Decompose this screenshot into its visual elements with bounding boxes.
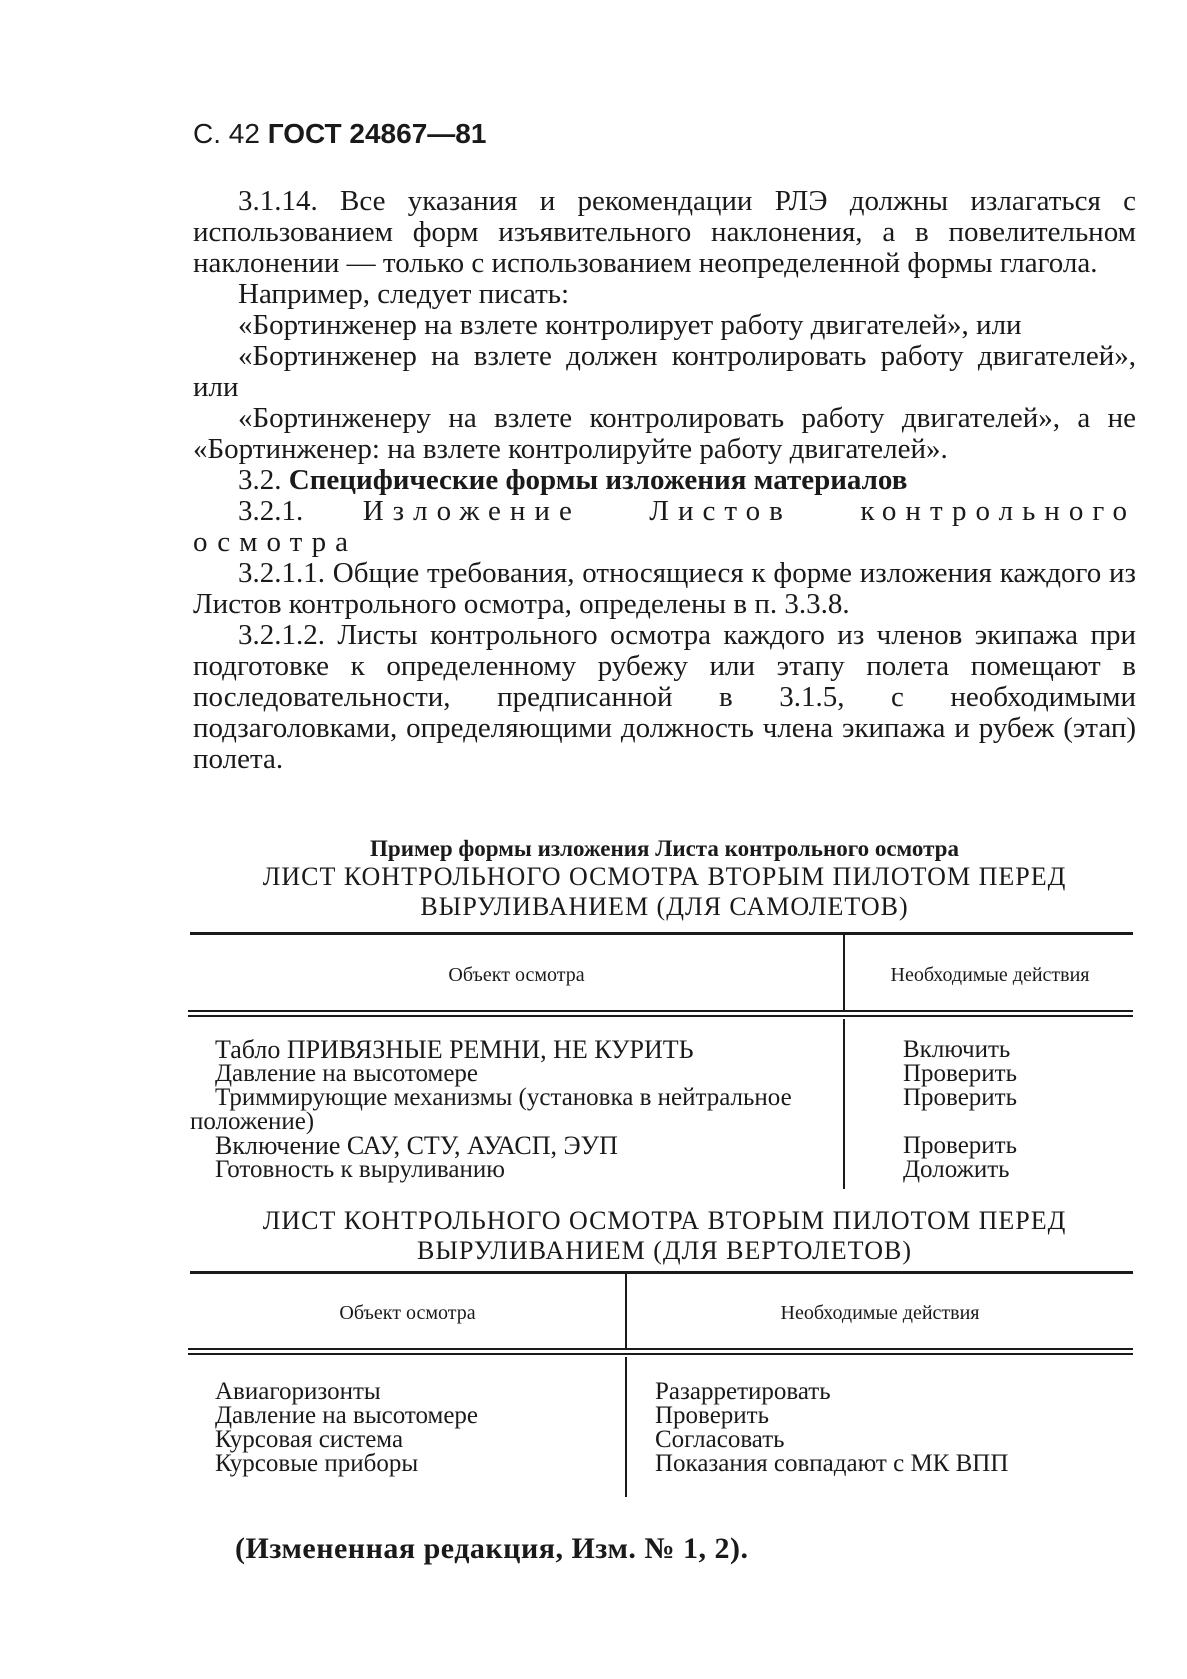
table2-row1-object: Авиагоризонты xyxy=(215,1378,381,1405)
table2-row3-action: Согласовать xyxy=(655,1426,785,1453)
table2-col-object: Объект осмотра xyxy=(339,1302,476,1324)
table1-row5-object: Готовность к выруливанию xyxy=(215,1156,505,1183)
heading-3-2-1-title: Изложение Листов контрольного осмотра xyxy=(193,495,1136,558)
example-caption: Пример формы изложения Листа контрольного осмотра xyxy=(370,836,959,861)
paragraph-example-intro: Например, следует писать: xyxy=(238,278,570,310)
table2-title-line1: ЛИСТ КОНТРОЛЬНОГО ОСМОТРА ВТОРЫМ ПИЛОТОМ ПЕРЕД xyxy=(262,1206,1067,1235)
table1-title xyxy=(193,862,1136,922)
table1-row4-action: Проверить xyxy=(903,1132,1018,1159)
heading-3-2-1 xyxy=(193,496,1136,558)
standard-code: ГОСТ 24867—81 xyxy=(267,118,487,149)
table1-col-object: Объект осмотра xyxy=(448,964,585,986)
paragraph-example-2: «Бортинженер на взлете должен контролировать работу двигателей», или xyxy=(193,340,1136,403)
table1-row4-object: Включение САУ, СТУ, АУАСП, ЭУП xyxy=(215,1131,618,1160)
table2-row1-action: Разарретировать xyxy=(655,1378,831,1405)
heading-3-2-title: Специфические формы изложения материалов xyxy=(288,464,908,496)
table2-row3-object: Курсовая система xyxy=(215,1426,404,1453)
paragraph-example-3: «Бортинженеру на взлете контролировать работу двигателей», а не «Бортинженер: на взлете контролируйте работу двигателей». xyxy=(193,402,1136,465)
table1-header-rule-b xyxy=(188,1015,1133,1017)
table1-title-line2: ВЫРУЛИВАНИЕМ (ДЛЯ САМОЛЕТОВ) xyxy=(420,892,909,921)
table2-row4-action: Показания совпадают с МК ВПП xyxy=(655,1450,1009,1477)
table1-row1-action: Включить xyxy=(903,1036,1011,1063)
table1-row5-action: Доложить xyxy=(903,1156,1010,1183)
table1-row3-object: Триммирующие механизмы (установка в нейтральное xyxy=(215,1084,792,1111)
table2-row2-action: Проверить xyxy=(655,1402,770,1429)
table1-top-rule xyxy=(190,932,1133,935)
table1-col-action: Необходимые действия xyxy=(890,964,1090,986)
table2-row2-object: Давление на высотомере xyxy=(215,1402,479,1429)
heading-3-2-1-number: 3.2.1. xyxy=(238,495,304,527)
heading-3-2 xyxy=(193,465,1136,496)
page-header xyxy=(193,118,486,150)
heading-3-2-number: 3.2. xyxy=(238,464,282,496)
table1-header-rule-a xyxy=(188,1010,1133,1012)
paragraph-3-1-14: 3.1.14. Все указания и рекомендации РЛЭ должны излагаться с использованием форм изъявительного наклонения, а в повелительном наклонении — только с использованием неопределенной формы глагола. xyxy=(193,185,1136,279)
paragraph-example-1: «Бортинженер на взлете контролирует работу двигателей», или xyxy=(238,309,1022,341)
page-number: С. 42 xyxy=(193,118,260,149)
table1-title-line1: ЛИСТ КОНТРОЛЬНОГО ОСМОТРА ВТОРЫМ ПИЛОТОМ ПЕРЕД xyxy=(262,862,1067,891)
table2-title xyxy=(193,1206,1136,1266)
body-text xyxy=(193,186,1136,775)
table1-row2-object: Давление на высотомере xyxy=(215,1060,479,1087)
table2-body-divider xyxy=(625,1357,627,1497)
table2-header-rule-a xyxy=(188,1348,1133,1350)
paragraph-3-2-1-1: 3.2.1.1. Общие требования, относящиеся к форме изложения каждого из Листов контрольного осмотра, определены в п. 3.3.8. xyxy=(193,557,1136,620)
table1-row3-object-cont: положение) xyxy=(190,1108,315,1135)
table2-header-rule-b xyxy=(188,1353,1133,1355)
table1-row2-action: Проверить xyxy=(903,1060,1018,1087)
paragraph-3-2-1-2: 3.2.1.2. Листы контрольного осмотра каждого из членов экипажа при подготовке к определенному рубежу или этапу полета помещают в последовательности, предписанной в 3.1.5, с необходимыми подзаголовками, определяющими должность члена экипажа и рубеж (этап) полета. xyxy=(193,619,1136,775)
table1-row1-object: Табло ПРИВЯЗНЫЕ РЕМНИ, НЕ КУРИТЬ xyxy=(215,1035,694,1064)
table2-row4-object: Курсовые приборы xyxy=(215,1450,419,1477)
table2-col-action: Необходимые действия xyxy=(780,1302,980,1324)
table2-top-rule xyxy=(190,1271,1133,1274)
amendment-note: (Измененная редакция, Изм. № 1, 2). xyxy=(235,1532,749,1565)
table1-row3-action: Проверить xyxy=(903,1084,1018,1111)
table1-body-divider xyxy=(843,1019,845,1189)
table2-title-line2: ВЫРУЛИВАНИЕМ (ДЛЯ ВЕРТОЛЕТОВ) xyxy=(417,1236,912,1265)
